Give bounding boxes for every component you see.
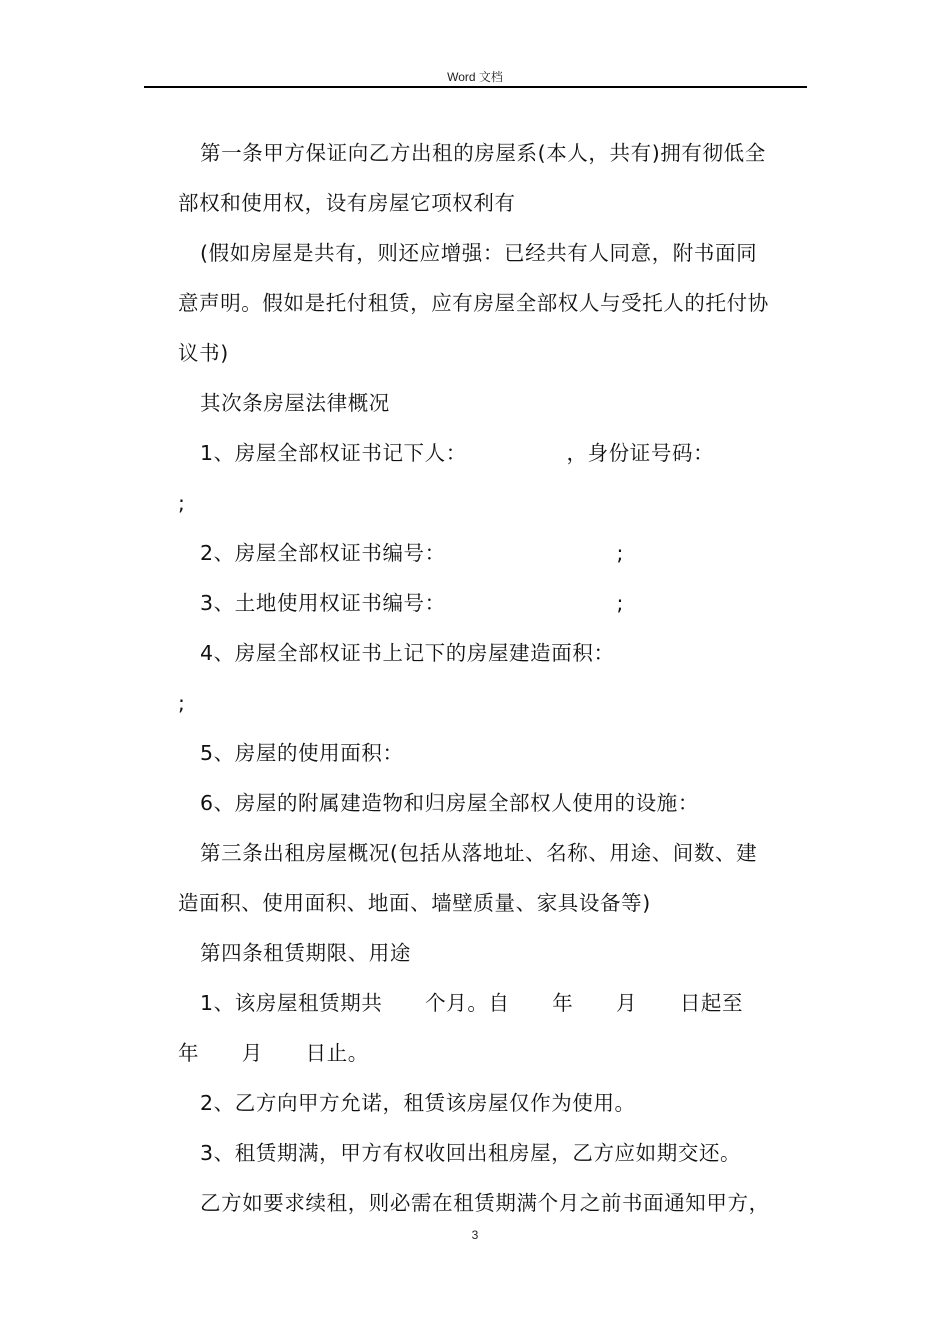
page-number: 3 (471, 1228, 479, 1242)
paragraph-line: 第四条租赁期限、用途 (200, 941, 411, 965)
paragraph-line: 第三条出租房屋概况(包括从落地址、名称、用途、间数、建 (200, 841, 758, 865)
paragraph-line: 年 月 日止。 (178, 1041, 369, 1065)
page-header: Word 文档 (447, 70, 503, 84)
paragraph-line: ; (178, 491, 186, 515)
paragraph-line: ; (178, 691, 186, 715)
header-divider (144, 86, 807, 88)
paragraph-line: 3、土地使用权证书编号： ; (200, 591, 625, 615)
paragraph-line: 部权和使用权，设有房屋它项权利有 (178, 191, 516, 215)
paragraph-line: 造面积、使用面积、地面、墙壁质量、家具设备等) (178, 891, 651, 915)
paragraph-line: 意声明。假如是托付租赁，应有房屋全部权人与受托人的托付协 (178, 291, 769, 315)
paragraph-line: 议书) (178, 341, 229, 365)
paragraph-line: 1、该房屋租赁期共 个月。自 年 月 日起至 (200, 991, 744, 1015)
paragraph-line: 其次条房屋法律概况 (200, 391, 390, 415)
paragraph-line: 1、房屋全部权证书记下人： ，身份证号码： (200, 441, 715, 465)
paragraph-line: (假如房屋是共有，则还应增强：已经共有人同意，附书面同 (200, 241, 758, 265)
document-body (178, 128, 808, 1228)
paragraph-line: 2、乙方向甲方允诺，租赁该房屋仅作为使用。 (200, 1091, 636, 1115)
paragraph-line: 2、房屋全部权证书编号： ; (200, 541, 625, 565)
paragraph-line: 乙方如要求续租，则必需在租赁期满个月之前书面通知甲方， (200, 1191, 770, 1215)
paragraph-line: 5、房屋的使用面积： (200, 741, 404, 765)
paragraph-line: 4、房屋全部权证书上记下的房屋建造面积： (200, 641, 615, 665)
paragraph-line: 第一条甲方保证向乙方出租的房屋系(本人，共有)拥有彻低全 (200, 141, 766, 165)
paragraph-line: 6、房屋的附属建造物和归房屋全部权人使用的设施： (200, 791, 699, 815)
paragraph-line: 3、租赁期满，甲方有权收回出租房屋，乙方应如期交还。 (200, 1141, 742, 1165)
